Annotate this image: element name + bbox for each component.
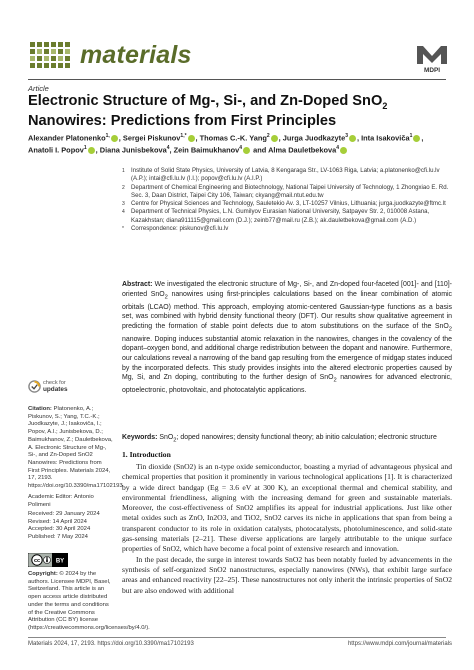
footer-citation[interactable]: Materials 2024, 17, 2193. https://doi.org/10.3390/ma17102193 [28, 641, 194, 647]
intro-paragraph-2: In the past decade, the surge in interest towards SnO2 has been notably fueled by advancements in the synthesis of self-organized SnO2 nanostructures, especially nanowires (NWs), that exhibit large surface areas and enhanced reactivity [22–25]. These nanostructures not only inherit the intrinsic properties of SnO2 but are also endowed with additional [122, 554, 452, 595]
journal-name: materials [80, 41, 192, 69]
citation-block: Citation: Platonenko, A.; Piskunov, S.; Yang, T.C.-K.; Juodkazyte, J.; Isakoviča, I.; Popov, A.I.; Junisbekova, D.; Baimukhanov, Z.; Dauletbekova, A. Electronic Structure of Mg-, Si-, and Zn-Doped SnO2 Nanowires: Predictions from First Principles. Materials 2024, 17, 2193. https://doi.org/10.3390/ma17102193 [28, 406, 123, 490]
orcid-icon[interactable] [88, 147, 95, 154]
author-affiliation-mark: 2 [266, 133, 270, 139]
author-name[interactable]: Diana Junisbekova [99, 145, 167, 155]
author-name[interactable]: Zein Baimukhanov [173, 145, 240, 155]
introduction-body [122, 462, 452, 596]
svg-text:BY: BY [55, 558, 65, 565]
intro-paragraph-1: Tin dioxide (SnO2) is an n-type oxide semiconductor, boasting a myriad of advantageous physical and chemical properties that position it prominently in various technological applications [1]. It is characterized by a wide direct bandgap (Eg = 3.6 eV at 300 K), an exceptional thermal and chemical stability, and environmental friendliness, aligning with the increasing demand for green and sustainable materials. Moreover, the cost-effectiveness of SnO2 amplifies its appeal for industrial applications. Just like other metal oxides such as ZnO, In2O3, and TiO2, SnO2 carves its niche in applications that span from being a transparent conductor to its role in oxidation catalysts, photocatalysts, photoluminescence, and solid-state gas-sensing materials [2–21]. These diverse applications are largely attributable to the unique surface properties of SnO2, which have become a focal point of extensive research and innovation. [122, 462, 452, 554]
affiliation-number: 3 [122, 201, 125, 208]
author-affiliation-mark: 3 [345, 133, 348, 139]
author-affiliation-mark: 1 [409, 133, 413, 139]
orcid-icon[interactable] [243, 147, 250, 154]
copyright-notice: Copyright: © 2024 by the authors. Licensee MDPI, Basel, Switzerland. This article is an open access article distributed under the terms and conditions of the Creative Commons Attribution (CC BY) license (https://creativecommons.org/licenses/by/4.0/). [28, 571, 150, 631]
check-updates-icon [28, 380, 41, 393]
affiliation-item [122, 184, 452, 201]
affiliation-number: 2 [122, 184, 125, 191]
affiliation-number: 1 [122, 168, 125, 174]
svg-text:cc: cc [33, 558, 41, 565]
keywords: Keywords: SnO$_2$; doped nanowires; density functional theory; ab initio calculation; electronic structure [122, 434, 437, 444]
author-name[interactable]: Inta Isakoviča [361, 133, 410, 143]
affiliation-number: 4 [122, 209, 125, 216]
article-title: Electronic Structure of Mg-, Si-, and Zn-Doped SnO$_2$ Nanowires: Predictions from First Principles [28, 93, 388, 130]
affiliation-text: Correspondence: piskunov@cfi.lu.lv [131, 225, 229, 233]
publication-dates [28, 511, 114, 542]
publisher-name: MDPI [424, 67, 440, 74]
academic-editor: Academic Editor: Antonio Polimeni [28, 494, 94, 508]
author-affiliation-mark: 1, [105, 133, 110, 139]
affiliations [122, 167, 452, 233]
affiliation-text: Department of Technical Physics, L.N. Gumilyov Eurasian National University, Satpayev Str. 2, 010008 Astana, Kazakhstan; diana911115@gmail.com (D.J.); zeinb77@mail.ru (Z.B.); ak.dauletbekova@gmail.com (A.D.) [131, 208, 430, 224]
received-date: Received: 29 January 2024 [28, 511, 100, 517]
author-affiliation-mark: 1,* [180, 133, 187, 139]
affiliation-item [122, 167, 452, 184]
author-affiliation-mark: 4 [336, 145, 340, 152]
check-updates-label: check for [43, 380, 66, 386]
affiliation-number: * [122, 226, 124, 233]
footer-divider [28, 637, 446, 638]
author-affiliation-mark: 4 [166, 145, 170, 152]
affiliation-text: Institute of Solid State Physics, University of Latvia, 8 Kengaraga Str., LV-1063 Riga, Latvia; a.platonenko@cfi.lu.lv (A.P.); intai@cfi.lu.lv (I.I.); popov@cfi.lu.lv (A.I.P.) [131, 167, 440, 183]
mdpi-logo-icon [414, 42, 450, 66]
author-list: Alexander Platonenko$^{1,}$ , Sergei Piskunov$^{1,*}$ , Thomas C.-K. Yang$^2$ , Jurga Juodkazyte$^3$ , Inta Isakoviča$^1$ , Anatoli I. Popov$^1$ , Diana Junisbekova$^4$, Zein Baimukhanov$^4$ and Alma Dauletbekova$^4$ [28, 133, 424, 155]
revised-date: Revised: 14 April 2024 [28, 518, 87, 525]
header-divider [28, 79, 446, 80]
accepted-date: Accepted: 30 April 2024 [28, 526, 91, 533]
published-date: Published: 7 May 2024 [28, 534, 88, 541]
affiliation-text: Department of Chemical Engineering and Biotechnology, National Taipei University of Technology, 1 Zhongxiao E. Rd. Sec. 3, Daan District, Taipei City 106, Taiwan; ckyang@mail.ntut.edu.tw [131, 183, 449, 199]
affiliation-text: Centre for Physical Sciences and Technology, Sauletekio Av. 3, LT-10257 Vilnius, Lithuania; jurga.juodkazyte@ftmc.lt [131, 200, 446, 208]
author-affiliation-mark: 1 [83, 145, 87, 152]
journal-logo-icon [28, 38, 76, 72]
cc-by-license-icon [28, 553, 68, 567]
author-name[interactable]: Jurga Juodkazyte [282, 133, 346, 143]
author-name[interactable]: Alexander Platonenko [28, 133, 106, 143]
updates-label: updates [43, 386, 68, 393]
check-for-updates-button[interactable] [28, 380, 68, 393]
author-name[interactable]: Thomas C.-K. Yang [199, 133, 267, 143]
orcid-icon[interactable] [188, 135, 195, 142]
orcid-icon[interactable] [271, 135, 278, 142]
orcid-icon[interactable] [111, 135, 118, 142]
author-affiliation-mark: 4 [239, 145, 243, 152]
affiliation-item [122, 200, 452, 208]
orcid-icon[interactable] [340, 147, 347, 154]
author-name[interactable]: Sergei Piskunov [122, 133, 181, 143]
orcid-icon[interactable] [349, 135, 356, 142]
affiliation-item [122, 208, 452, 225]
article-type: Article [28, 84, 49, 93]
footer-journal-link[interactable]: https://www.mdpi.com/journal/materials [347, 641, 452, 647]
section-heading-introduction: 1. Introduction [122, 450, 171, 459]
orcid-icon[interactable] [413, 135, 420, 142]
author-name[interactable]: Alma Dauletbekova [268, 145, 337, 155]
author-name[interactable]: Anatoli I. Popov [28, 145, 84, 155]
abstract: Abstract: We investigated the electronic structure of Mg-, Si-, and Zn-doped four-faceted [001]- and [110]-oriented SnO$_2$ nanowires using first-principles calculations based on the linear combination of atomic orbitals (LCAO) method. This approach, employing atomic-centered Gaussian-type functions as a basis set, was combined with hybrid density functional theory (DFT). Our results show qualitative agreement in predicting the formation of stable point defects due to atom substitutions on the surface of the SnO$_2$ nanowire. Doping induces substantial atomic relaxation in the nanowires, changes in the covalency of the dopant–oxygen bond, and additional charge redistribution between the dopant and nanowire. Furthermore, our calculations reveal a narrowing of the band gap resulting from the emergence of midgap states induced by the incorporated defects. This study provides insights into the altered electronic properties caused by Mg, Si, and Zn doping, contributing to the further design of SnO$_2$ nanowires for advanced electronic, optoelectronic, photovoltaic, and photocatalytic applications. [122, 281, 452, 395]
affiliation-item [122, 225, 452, 233]
